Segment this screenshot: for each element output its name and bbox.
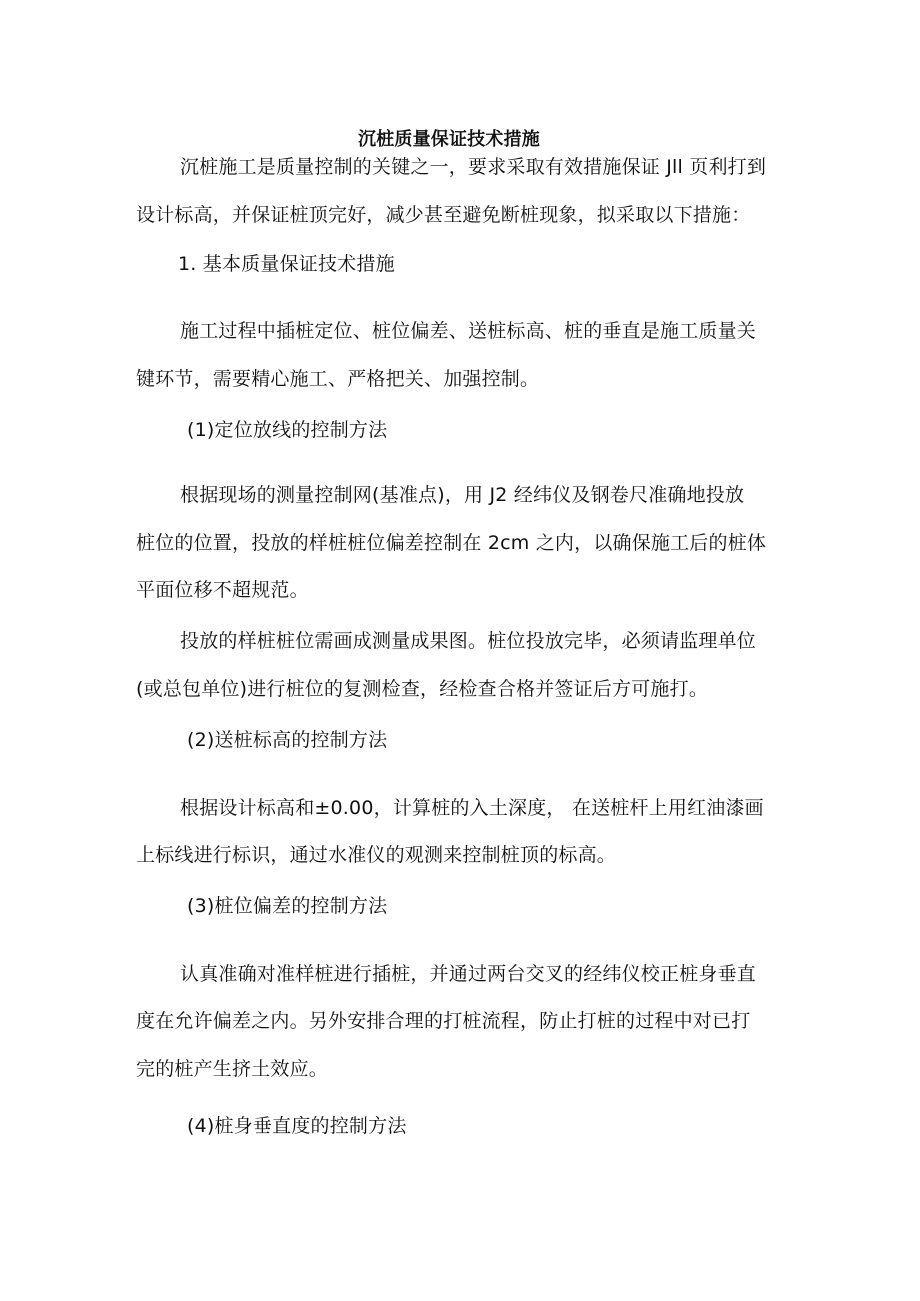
sub2-heading: (2)送桩标高的控制方法 [187,729,388,751]
sub2-body-line-2: 上标线进行标识，通过水准仪的观测来控制桩顶的标高。 [136,844,617,866]
section1-body-line-2: 键环节，需要精心施工、严格把关、加强控制。 [136,368,540,390]
sub1-para1-line-2: 桩位的位置，投放的样桩桩位偏差控制在 2cm 之内，以确保施工后的桩体 [136,532,767,554]
sub1-para1-line-1: 根据现场的测量控制网(基准点)，用 J2 经纬仪及钢卷尺准确地投放 [180,484,745,506]
sub4-heading: (4)桩身垂直度的控制方法 [187,1115,407,1137]
sub1-heading: (1)定位放线的控制方法 [187,419,388,441]
document-title: 沉桩质量保证技术措施 [358,129,540,150]
section1-heading: 1. 基本质量保证技术措施 [178,253,395,275]
sub3-body-line-1: 认真准确对准样桩进行插桩，并通过两台交叉的经纬仪校正桩身垂直 [180,963,757,985]
sub3-body-line-2: 度在允许偏差之内。另外安排合理的打桩流程，防止打桩的过程中对已打 [136,1010,751,1032]
sub2-body-line-1: 根据设计标高和±0.00，计算桩的入土深度， 在送桩杆上用红油漆画 [180,797,764,819]
sub1-para2-line-2: (或总包单位)进行桩位的复测检查，经检查合格并签证后方可施打。 [136,678,709,700]
section1-body-line-1: 施工过程中插桩定位、桩位偏差、送桩标高、桩的垂直是施工质量关 [180,320,757,342]
sub1-para1-line-3: 平面位移不超规范。 [136,579,309,601]
sub1-para2-line-1: 投放的样桩桩位需画成测量成果图。桩位投放完毕，必须请监理单位 [180,630,757,652]
intro-line-2: 设计标高，并保证桩顶完好，减少甚至避免断桩现象，拟采取以下措施： [136,204,751,226]
intro-line-1: 沉桩施工是质量控制的关键之一，要求采取有效措施保证 Jll 页利打到 [180,156,767,178]
sub3-body-line-3: 完的桩产生挤土效应。 [136,1058,329,1080]
sub3-heading: (3)桩位偏差的控制方法 [187,895,388,917]
